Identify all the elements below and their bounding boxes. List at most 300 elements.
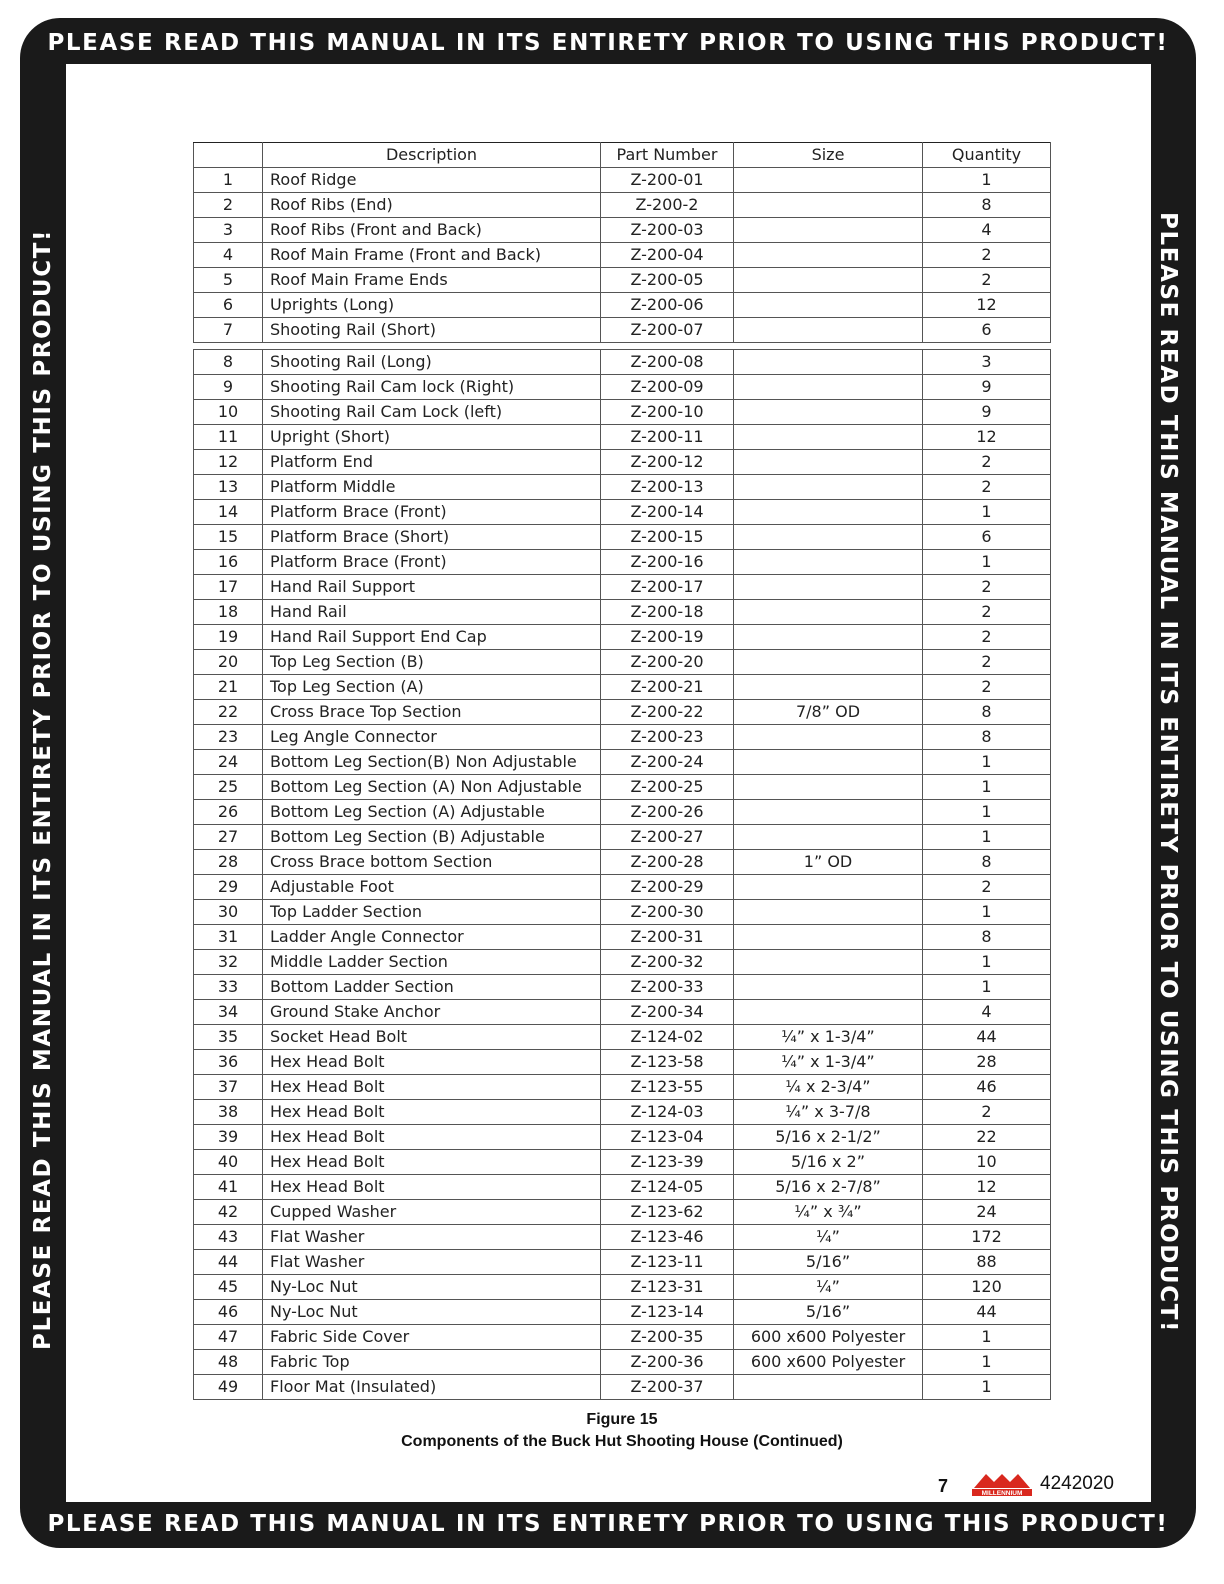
item-description: Top Leg Section (A) (263, 675, 601, 700)
table-row (194, 243, 1051, 268)
millennium-logo (972, 1470, 1032, 1500)
table-row (194, 400, 1051, 425)
item-part-number: Z-124-03 (601, 1100, 734, 1125)
item-part-number: Z-124-05 (601, 1175, 734, 1200)
item-size: ¼ x 2-3/4” (734, 1075, 923, 1100)
table-row (194, 1325, 1051, 1350)
item-description: Ground Stake Anchor (263, 1000, 601, 1025)
table-row (194, 675, 1051, 700)
item-size (734, 950, 923, 975)
item-part-number: Z-200-25 (601, 775, 734, 800)
table-row (194, 1075, 1051, 1100)
item-number: 31 (194, 925, 263, 950)
item-part-number: Z-200-32 (601, 950, 734, 975)
item-description: Hex Head Bolt (263, 1150, 601, 1175)
table-row (194, 700, 1051, 725)
item-number: 36 (194, 1050, 263, 1075)
item-number: 33 (194, 975, 263, 1000)
item-size (734, 550, 923, 575)
item-size (734, 193, 923, 218)
item-size (734, 675, 923, 700)
item-size (734, 350, 923, 375)
item-number: 27 (194, 825, 263, 850)
item-quantity: 8 (923, 725, 1051, 750)
item-quantity: 44 (923, 1025, 1051, 1050)
item-size (734, 425, 923, 450)
item-size: 5/16” (734, 1300, 923, 1325)
table-row (194, 625, 1051, 650)
item-quantity: 2 (923, 450, 1051, 475)
item-description: Ny-Loc Nut (263, 1275, 601, 1300)
item-number: 25 (194, 775, 263, 800)
item-description: Platform Brace (Short) (263, 525, 601, 550)
item-part-number: Z-200-23 (601, 725, 734, 750)
item-part-number: Z-200-29 (601, 875, 734, 900)
item-size (734, 900, 923, 925)
item-description: Fabric Top (263, 1350, 601, 1375)
item-number: 2 (194, 193, 263, 218)
table-row (194, 925, 1051, 950)
item-quantity: 2 (923, 650, 1051, 675)
item-part-number: Z-200-31 (601, 925, 734, 950)
item-number: 40 (194, 1150, 263, 1175)
item-part-number: Z-123-31 (601, 1275, 734, 1300)
item-number: 15 (194, 525, 263, 550)
item-size (734, 800, 923, 825)
table-row (194, 1225, 1051, 1250)
item-number: 16 (194, 550, 263, 575)
item-size: 5/16 x 2-1/2” (734, 1125, 923, 1150)
item-part-number: Z-200-24 (601, 750, 734, 775)
item-quantity: 8 (923, 925, 1051, 950)
item-number: 21 (194, 675, 263, 700)
item-size (734, 775, 923, 800)
table-row (194, 218, 1051, 243)
item-quantity: 88 (923, 1250, 1051, 1275)
table-row (194, 775, 1051, 800)
item-quantity: 2 (923, 1100, 1051, 1125)
item-size: 7/8” OD (734, 700, 923, 725)
item-quantity: 22 (923, 1125, 1051, 1150)
table-row (194, 1200, 1051, 1225)
item-number: 11 (194, 425, 263, 450)
item-size: 1” OD (734, 850, 923, 875)
item-quantity: 12 (923, 1175, 1051, 1200)
item-quantity: 1 (923, 1325, 1051, 1350)
item-number: 46 (194, 1300, 263, 1325)
item-part-number: Z-123-58 (601, 1050, 734, 1075)
figure-label: Figure 15 (586, 1411, 658, 1428)
item-number: 23 (194, 725, 263, 750)
item-number: 17 (194, 575, 263, 600)
table-header-row (194, 143, 1051, 168)
item-quantity: 1 (923, 800, 1051, 825)
item-size (734, 293, 923, 318)
item-number: 14 (194, 500, 263, 525)
warning-banner-top: PLEASE READ THIS MANUAL IN ITS ENTIRETY PRIOR TO USING THIS PRODUCT! (47, 30, 1169, 56)
item-size: ¼” x 1-3/4” (734, 1050, 923, 1075)
item-description: Platform End (263, 450, 601, 475)
item-size (734, 475, 923, 500)
table-row (194, 293, 1051, 318)
header-number (194, 143, 263, 168)
item-part-number: Z-123-14 (601, 1300, 734, 1325)
table-row (194, 950, 1051, 975)
item-size (734, 525, 923, 550)
item-quantity: 12 (923, 425, 1051, 450)
item-quantity: 2 (923, 675, 1051, 700)
item-size (734, 875, 923, 900)
item-part-number: Z-200-27 (601, 825, 734, 850)
item-quantity: 6 (923, 525, 1051, 550)
item-part-number: Z-200-03 (601, 218, 734, 243)
item-quantity: 4 (923, 218, 1051, 243)
parts-table (193, 142, 1051, 1400)
item-description: Bottom Leg Section (B) Adjustable (263, 825, 601, 850)
item-size: ¼” x ¾” (734, 1200, 923, 1225)
item-description: Fabric Side Cover (263, 1325, 601, 1350)
table-row (194, 268, 1051, 293)
document-code: 4242020 (1040, 1473, 1114, 1494)
table-row (194, 1125, 1051, 1150)
item-size (734, 218, 923, 243)
table-row (194, 350, 1051, 375)
item-quantity: 120 (923, 1275, 1051, 1300)
header-quantity: Quantity (923, 143, 1051, 168)
item-part-number: Z-200-07 (601, 318, 734, 343)
item-quantity: 1 (923, 950, 1051, 975)
item-description: Socket Head Bolt (263, 1025, 601, 1050)
item-size (734, 450, 923, 475)
item-description: Hex Head Bolt (263, 1050, 601, 1075)
item-size (734, 375, 923, 400)
item-number: 4 (194, 243, 263, 268)
item-description: Shooting Rail Cam lock (Right) (263, 375, 601, 400)
table-row (194, 525, 1051, 550)
item-quantity: 12 (923, 293, 1051, 318)
item-number: 20 (194, 650, 263, 675)
table-row (194, 1250, 1051, 1275)
table-row (194, 1025, 1051, 1050)
table-row (194, 1000, 1051, 1025)
item-size (734, 168, 923, 193)
item-size (734, 725, 923, 750)
item-quantity: 1 (923, 1350, 1051, 1375)
table-row (194, 1050, 1051, 1075)
item-number: 44 (194, 1250, 263, 1275)
item-quantity: 28 (923, 1050, 1051, 1075)
item-part-number: Z-200-04 (601, 243, 734, 268)
item-description: Bottom Leg Section(B) Non Adjustable (263, 750, 601, 775)
item-part-number: Z-200-30 (601, 900, 734, 925)
item-size (734, 650, 923, 675)
item-number: 8 (194, 350, 263, 375)
item-description: Hex Head Bolt (263, 1125, 601, 1150)
item-part-number: Z-200-19 (601, 625, 734, 650)
item-size (734, 825, 923, 850)
item-number: 26 (194, 800, 263, 825)
item-description: Roof Ribs (End) (263, 193, 601, 218)
item-number: 39 (194, 1125, 263, 1150)
item-size (734, 575, 923, 600)
item-quantity: 2 (923, 600, 1051, 625)
item-description: Platform Middle (263, 475, 601, 500)
item-description: Adjustable Foot (263, 875, 601, 900)
item-part-number: Z-200-37 (601, 1375, 734, 1400)
item-description: Roof Ribs (Front and Back) (263, 218, 601, 243)
item-size (734, 925, 923, 950)
item-number: 37 (194, 1075, 263, 1100)
item-quantity: 9 (923, 400, 1051, 425)
item-description: Uprights (Long) (263, 293, 601, 318)
table-row (194, 193, 1051, 218)
item-quantity: 1 (923, 168, 1051, 193)
item-number: 47 (194, 1325, 263, 1350)
item-description: Floor Mat (Insulated) (263, 1375, 601, 1400)
table-row (194, 1175, 1051, 1200)
item-part-number: Z-124-02 (601, 1025, 734, 1050)
item-number: 6 (194, 293, 263, 318)
item-part-number: Z-200-16 (601, 550, 734, 575)
table-row (194, 1275, 1051, 1300)
item-quantity: 172 (923, 1225, 1051, 1250)
item-description: Cupped Washer (263, 1200, 601, 1225)
item-size (734, 750, 923, 775)
item-description: Top Ladder Section (263, 900, 601, 925)
item-quantity: 1 (923, 975, 1051, 1000)
table-row (194, 375, 1051, 400)
item-part-number: Z-123-46 (601, 1225, 734, 1250)
item-description: Roof Main Frame (Front and Back) (263, 243, 601, 268)
item-size (734, 625, 923, 650)
item-size (734, 400, 923, 425)
table-row (194, 500, 1051, 525)
header-description: Description (263, 143, 601, 168)
item-description: Cross Brace Top Section (263, 700, 601, 725)
item-number: 10 (194, 400, 263, 425)
item-size (734, 1375, 923, 1400)
item-number: 38 (194, 1100, 263, 1125)
item-part-number: Z-123-04 (601, 1125, 734, 1150)
item-quantity: 4 (923, 1000, 1051, 1025)
item-part-number: Z-200-14 (601, 500, 734, 525)
item-part-number: Z-200-10 (601, 400, 734, 425)
item-part-number: Z-200-17 (601, 575, 734, 600)
item-number: 13 (194, 475, 263, 500)
item-quantity: 2 (923, 575, 1051, 600)
item-quantity: 1 (923, 550, 1051, 575)
item-description: Flat Washer (263, 1225, 601, 1250)
item-size: ¼” (734, 1275, 923, 1300)
item-quantity: 6 (923, 318, 1051, 343)
item-size: ¼” x 1-3/4” (734, 1025, 923, 1050)
item-description: Ladder Angle Connector (263, 925, 601, 950)
item-part-number: Z-200-33 (601, 975, 734, 1000)
item-description: Bottom Leg Section (A) Non Adjustable (263, 775, 601, 800)
table-row (194, 575, 1051, 600)
header-size: Size (734, 143, 923, 168)
item-number: 28 (194, 850, 263, 875)
item-description: Upright (Short) (263, 425, 601, 450)
item-number: 34 (194, 1000, 263, 1025)
item-description: Shooting Rail (Short) (263, 318, 601, 343)
item-quantity: 2 (923, 243, 1051, 268)
warning-banner-right: PLEASE READ THIS MANUAL IN ITS ENTIRETY PRIOR TO USING THIS PRODUCT! (1155, 212, 1181, 1334)
item-quantity: 8 (923, 700, 1051, 725)
item-quantity: 1 (923, 775, 1051, 800)
item-size: 5/16 x 2-7/8” (734, 1175, 923, 1200)
item-number: 22 (194, 700, 263, 725)
table-row (194, 318, 1051, 343)
item-quantity: 10 (923, 1150, 1051, 1175)
item-size (734, 243, 923, 268)
table-row (194, 1350, 1051, 1375)
item-number: 35 (194, 1025, 263, 1050)
table-row (194, 800, 1051, 825)
item-size: 600 x600 Polyester (734, 1325, 923, 1350)
item-number: 30 (194, 900, 263, 925)
item-description: Roof Main Frame Ends (263, 268, 601, 293)
table-row (194, 1300, 1051, 1325)
item-part-number: Z-200-28 (601, 850, 734, 875)
item-size (734, 268, 923, 293)
table-row (194, 825, 1051, 850)
table-row (194, 475, 1051, 500)
item-part-number: Z-123-11 (601, 1250, 734, 1275)
item-part-number: Z-200-22 (601, 700, 734, 725)
item-quantity: 1 (923, 750, 1051, 775)
item-size: ¼” x 3-7/8 (734, 1100, 923, 1125)
item-number: 9 (194, 375, 263, 400)
item-number: 45 (194, 1275, 263, 1300)
item-size: 600 x600 Polyester (734, 1350, 923, 1375)
item-part-number: Z-200-05 (601, 268, 734, 293)
item-quantity: 1 (923, 900, 1051, 925)
item-description: Bottom Ladder Section (263, 975, 601, 1000)
item-description: Hand Rail Support (263, 575, 601, 600)
item-quantity: 8 (923, 850, 1051, 875)
item-part-number: Z-200-08 (601, 350, 734, 375)
item-quantity: 3 (923, 350, 1051, 375)
item-quantity: 2 (923, 475, 1051, 500)
item-number: 18 (194, 600, 263, 625)
figure-title: Components of the Buck Hut Shooting House (Continued) (401, 1433, 843, 1450)
item-description: Leg Angle Connector (263, 725, 601, 750)
item-part-number: Z-200-01 (601, 168, 734, 193)
item-part-number: Z-200-15 (601, 525, 734, 550)
item-description: Platform Brace (Front) (263, 550, 601, 575)
item-size: 5/16” (734, 1250, 923, 1275)
parts-table-body (194, 168, 1051, 1400)
item-part-number: Z-200-13 (601, 475, 734, 500)
item-size (734, 500, 923, 525)
item-number: 7 (194, 318, 263, 343)
item-size (734, 318, 923, 343)
item-number: 29 (194, 875, 263, 900)
item-quantity: 46 (923, 1075, 1051, 1100)
item-number: 42 (194, 1200, 263, 1225)
item-size: 5/16 x 2” (734, 1150, 923, 1175)
item-number: 12 (194, 450, 263, 475)
item-part-number: Z-200-11 (601, 425, 734, 450)
table-row (194, 600, 1051, 625)
item-quantity: 9 (923, 375, 1051, 400)
item-description: Top Leg Section (B) (263, 650, 601, 675)
item-size (734, 1000, 923, 1025)
item-description: Hex Head Bolt (263, 1075, 601, 1100)
item-size (734, 600, 923, 625)
item-number: 24 (194, 750, 263, 775)
item-description: Hand Rail Support End Cap (263, 625, 601, 650)
item-quantity: 2 (923, 875, 1051, 900)
item-description: Hex Head Bolt (263, 1175, 601, 1200)
item-description: Platform Brace (Front) (263, 500, 601, 525)
table-row (194, 650, 1051, 675)
warning-banner-bottom: PLEASE READ THIS MANUAL IN ITS ENTIRETY PRIOR TO USING THIS PRODUCT! (47, 1511, 1169, 1537)
page-number: 7 (938, 1476, 949, 1496)
table-row (194, 900, 1051, 925)
table-row (194, 975, 1051, 1000)
item-part-number: Z-200-34 (601, 1000, 734, 1025)
item-quantity: 2 (923, 625, 1051, 650)
item-part-number: Z-200-36 (601, 1350, 734, 1375)
item-number: 49 (194, 1375, 263, 1400)
item-quantity: 1 (923, 500, 1051, 525)
item-quantity: 8 (923, 193, 1051, 218)
table-gap (194, 343, 1051, 350)
item-number: 48 (194, 1350, 263, 1375)
header-part-number: Part Number (601, 143, 734, 168)
table-row (194, 875, 1051, 900)
table-row (194, 750, 1051, 775)
item-description: Roof Ridge (263, 168, 601, 193)
item-part-number: Z-200-35 (601, 1325, 734, 1350)
item-size (734, 975, 923, 1000)
item-number: 5 (194, 268, 263, 293)
item-quantity: 1 (923, 1375, 1051, 1400)
item-description: Hex Head Bolt (263, 1100, 601, 1125)
item-part-number: Z-200-12 (601, 450, 734, 475)
item-description: Hand Rail (263, 600, 601, 625)
item-description: Shooting Rail Cam Lock (left) (263, 400, 601, 425)
table-row (194, 1150, 1051, 1175)
warning-banner-left: PLEASE READ THIS MANUAL IN ITS ENTIRETY PRIOR TO USING THIS PRODUCT! (30, 228, 56, 1350)
logo-text: MILLENNIUM (981, 1490, 1023, 1497)
table-row (194, 168, 1051, 193)
item-part-number: Z-200-2 (601, 193, 734, 218)
item-description: Shooting Rail (Long) (263, 350, 601, 375)
item-part-number: Z-200-09 (601, 375, 734, 400)
item-quantity: 2 (923, 268, 1051, 293)
item-part-number: Z-200-18 (601, 600, 734, 625)
table-row (194, 550, 1051, 575)
table-row (194, 850, 1051, 875)
item-number: 19 (194, 625, 263, 650)
item-number: 1 (194, 168, 263, 193)
item-part-number: Z-123-39 (601, 1150, 734, 1175)
item-part-number: Z-200-21 (601, 675, 734, 700)
item-number: 32 (194, 950, 263, 975)
item-description: Flat Washer (263, 1250, 601, 1275)
item-part-number: Z-200-06 (601, 293, 734, 318)
item-description: Cross Brace bottom Section (263, 850, 601, 875)
item-part-number: Z-200-26 (601, 800, 734, 825)
item-part-number: Z-123-62 (601, 1200, 734, 1225)
table-row (194, 450, 1051, 475)
item-part-number: Z-123-55 (601, 1075, 734, 1100)
table-row (194, 1375, 1051, 1400)
item-description: Bottom Leg Section (A) Adjustable (263, 800, 601, 825)
